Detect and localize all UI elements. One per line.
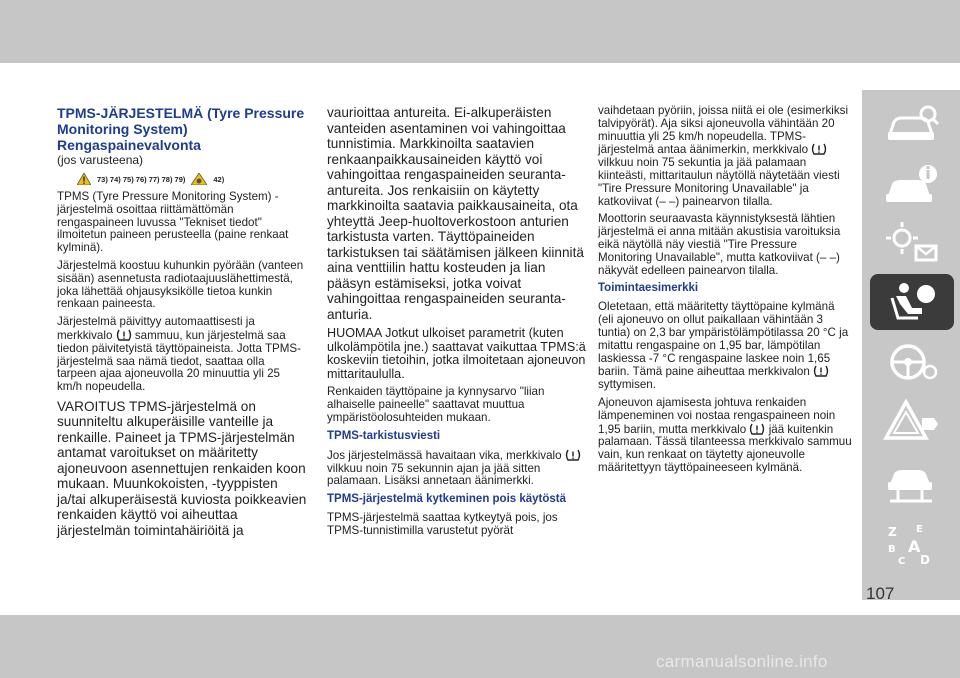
chapter-tab-servicing[interactable]	[870, 454, 954, 510]
text-run: Ajoneuvon ajamisesta johtuva renkaiden lämpeneminen voi nostaa rengaspaineen noin 1,95 bariin, mutta merkkivalo	[598, 395, 836, 436]
column-1	[57, 105, 307, 543]
hazard-triangle-icon	[882, 398, 942, 446]
paragraph: vaurioittaa antureita. Ei-alkuperäisten vanteiden asentaminen voi vahingoittaa tunnistimia. Markkinoilta saatavien renkaanpaikkausaineiden käyttö voi vahingoittaa rengaspaineiden seuranta-antureita. Jos renkaisiin on käytetty markkinoilta saatavia paikkausaineita, ota yhteyttä Jeep-huoltoverkostoon anturien tarkistusta varten. Täyttöpaineiden tarkistuksen tai säätämisen jälkeen kiinnitä aina venttiilin hattu kosteuden ja lian pääsyn estämiseksi, jotka voivat vahingoittaa rengaspaineiden seuranta-anturia.	[327, 105, 584, 322]
warning-icon	[77, 173, 91, 185]
text-run: vilkkuu noin 75 sekuntia ja jää palamaan kiinteästi, mittaritaulun näytöllä näytetään viesti "Tire Pressure Monitoring Unavailable" ja katkoviivat (– –) painearvon tilalla.	[598, 156, 840, 208]
steering-wheel-icon	[882, 338, 942, 386]
warning-refs: 73) 74) 75) 76) 77) 78) 79)	[97, 174, 186, 184]
tpms-warning-lamp-icon	[811, 143, 827, 155]
paragraph: TPMS-järjestelmä saattaa kytkeytyä pois, jos TPMS-tunnistimilla varustetut pyörät	[327, 511, 558, 537]
chapter-tab-warning-lights[interactable]	[870, 214, 954, 270]
top-band	[0, 0, 960, 63]
caution-hand-icon	[191, 173, 207, 185]
paragraph	[598, 397, 853, 475]
reference-row	[77, 173, 307, 185]
caution-refs: 42)	[213, 174, 225, 184]
chapter-tab-safety[interactable]	[870, 274, 954, 330]
car-info-icon	[882, 160, 942, 208]
paragraph: Renkaiden täyttöpaine ja kynnysarvo "liian alhaiselle paineelle" saattavat muuttua ympäristöolosuhteiden mukaan.	[327, 385, 545, 424]
chapter-tab-index[interactable]	[870, 514, 954, 570]
section-subtitle: (jos varusteena)	[57, 153, 144, 167]
column-2	[327, 105, 589, 543]
paragraph	[57, 316, 307, 394]
svg-text:E: E	[916, 524, 923, 535]
text-run: Jos järjestelmässä havaitaan vika, merkkivalo	[327, 448, 562, 462]
text-run: sammuu, kun järjestelmä saa tiedon päivitetyistä täyttöpaineista. Jotta TPMS-järjestelmä saa nämä tiedot, saattaa olla tarpeen ajaa ajoneuvolla 20 minuuttia yli 25 km/h nopeudella.	[57, 328, 302, 394]
section-title: TPMS-JÄRJESTELMÄ (Tyre Pressure Monitoring System) Rengaspainevalvonta	[57, 105, 305, 153]
paragraph: Moottorin seuraavasta käynnistyksestä lähtien järjestelmä ei anna mitään akustisia varoituksia eikä näytöllä näy viestiä "Tire Pressure Monitoring Unavailable", mutta katkoviivat (– –) näkyvät edelleen painearvon tilalla.	[598, 212, 841, 277]
tpms-warning-lamp-icon	[749, 423, 765, 435]
subheading-check-message: TPMS-tarkistusviesti	[327, 429, 441, 442]
paragraph: TPMS (Tyre Pressure Monitoring System) -järjestelmä osoittaa riittämättömän rengaspaineen luvussa "Tekniset tiedot" ilmoitetun paineen perusteella (paine renkaat kylminä).	[57, 190, 289, 255]
paragraph	[598, 105, 853, 208]
paragraph	[598, 301, 853, 392]
watermark: carmanualsonline.info	[656, 652, 828, 671]
chapter-sidebar	[862, 90, 960, 600]
page-number: 107	[866, 584, 895, 603]
tpms-warning-lamp-icon	[116, 329, 132, 341]
chapter-tab-car-overview[interactable]	[870, 96, 954, 152]
text-run: Oletetaan, että määritetty täyttöpaine kylmänä (eli ajoneuvo on ollut paikallaan vähintään 3 tuntia) on 2,3 bar ympäristölämpötilassa 20 °C ja mitattu rengaspaine on 1,95 bar, lämpötilan laskiessa -7 °C rengaspaine laskee noin 1,65 bariin. Tämä paine aiheuttaa merkkivalon	[598, 300, 849, 379]
text-run: vaihdetaan pyöriin, joissa niitä ei ole (esimerkiksi talvipyörät). Aja siksi ajoneuvolla vähintään 20 minuuttia yli 25 km/h nopeudella. TPMS-järjestelmä antaa äänimerkin, merkkivalo	[598, 104, 849, 157]
text-run: jää kuitenkin palamaan. Tässä tilanteessa merkkivalo sammuu vain, kun renkaat on täytetty ajoneuvolle määritettyyn täyttöpaineeseen kylmänä.	[598, 422, 852, 474]
subheading-example: Toimintaesimerkki	[598, 282, 699, 295]
note-paragraph: HUOMAA Jotkut ulkoiset parametrit (kuten ulkolämpötila jne.) saattavat vaikuttaa TPMS:ä koskeviin tietoihin, jotka ilmoitetaan ajoneuvon mittaritaululla.	[327, 326, 586, 381]
warning-paragraph: VAROITUS TPMS-järjestelmä on suunniteltu alkuperäisille vanteille ja renkaille. Paineet ja TPMS-järjestelmän antamat varoitukset on määritetty ajoneuvoon asennettujen renkaiden koon mukaan. Muunkokoisten, -tyyppisten ja/tai alkuperäisestä kuviosta poikkeavien renkaiden käyttö voi aiheuttaa järjestelmän toimintahäiriöitä ja	[57, 398, 307, 538]
tpms-warning-lamp-icon	[565, 449, 581, 461]
chapter-tab-dashboard[interactable]	[870, 156, 954, 212]
text-run: syttymisen.	[598, 378, 656, 392]
svg-text:D: D	[920, 553, 930, 566]
car-lift-icon	[882, 458, 942, 506]
svg-text:Z: Z	[888, 525, 897, 539]
chapter-tab-emergency[interactable]	[870, 394, 954, 450]
seat-airbag-icon	[882, 278, 942, 326]
column-3	[598, 105, 853, 480]
text-run: vilkkuu noin 75 sekunnin ajan ja jää sitten palamaan. Lisäksi annetaan äänimerkki.	[327, 461, 541, 488]
paragraph: Järjestelmä koostuu kuhunkin pyörään (vanteen sisään) asennetusta radiotaajuuslähettimestä, joka lähettää ohjausyksikölle tietoa kunkin renkaan paineesta.	[57, 258, 304, 311]
svg-text:C: C	[898, 556, 906, 566]
car-search-icon	[882, 100, 942, 148]
tpms-warning-lamp-icon	[813, 365, 829, 377]
alphabet-index-icon	[882, 518, 942, 566]
chapter-tab-starting-driving[interactable]	[870, 334, 954, 390]
subheading-deactivation: TPMS-järjestelmä kytkeminen pois käytöstä	[327, 493, 567, 506]
light-message-icon	[882, 218, 942, 266]
text-run: Järjestelmä päivittyy automaattisesti ja merkkivalo	[57, 315, 255, 342]
svg-text:B: B	[888, 544, 896, 555]
paragraph	[327, 449, 589, 488]
svg-text:A: A	[908, 537, 921, 556]
